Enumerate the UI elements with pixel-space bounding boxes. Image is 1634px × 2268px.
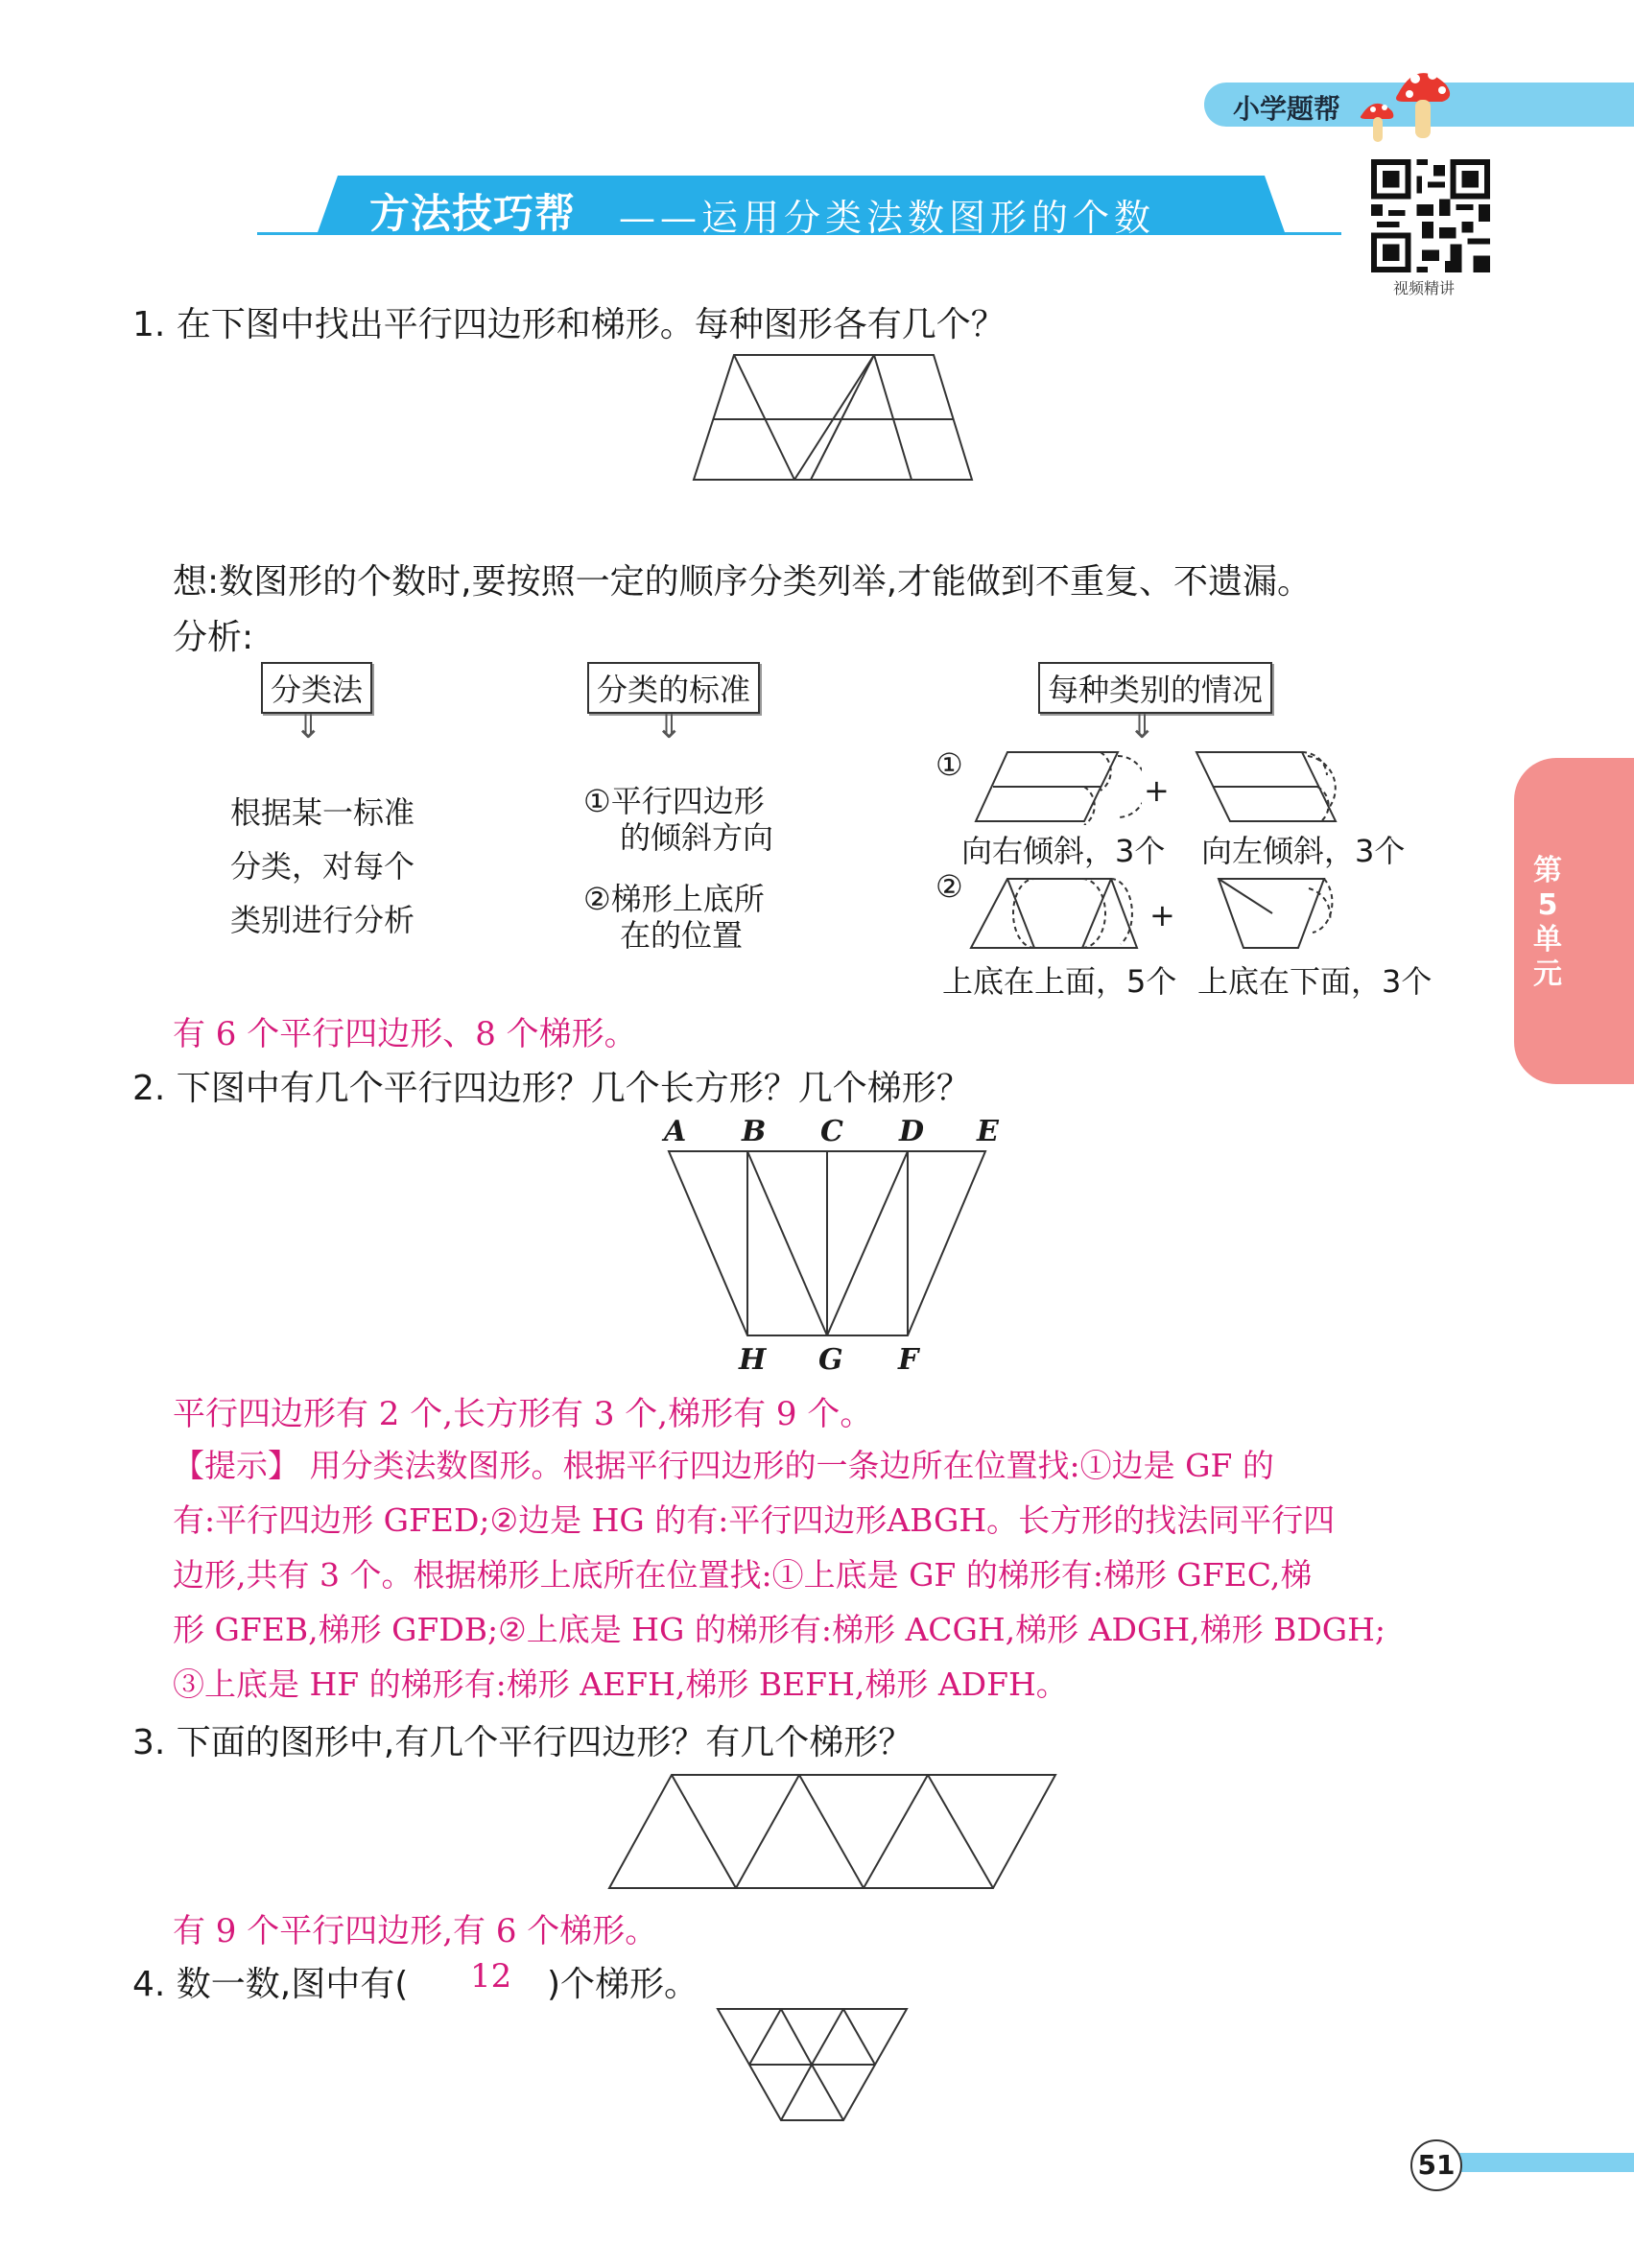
question-2-text: 2. 下图中有几个平行四边形？几个长方形？几个梯形？ — [132, 1069, 971, 1108]
right-tilt-parallelogram-figure — [974, 748, 1142, 825]
left-tilt-parallelogram-figure — [1195, 748, 1358, 825]
question-2-figure — [662, 1147, 998, 1339]
page-number: 51 — [1410, 2139, 1462, 2191]
qr-code-icon[interactable] — [1370, 159, 1491, 272]
standard-line-1: ①平行四边形 — [583, 783, 765, 819]
question-1-text: 1. 在下图中找出平行四边形和梯形。每种图形各有几个？ — [132, 305, 1006, 344]
unit-label: 第5单元 — [1533, 854, 1562, 991]
vertex-label-d: D — [899, 1115, 925, 1148]
method-line-2: 分类，对每个 — [230, 848, 415, 885]
caption-left-tilt: 向左倾斜，3个 — [1201, 833, 1406, 869]
vertex-label-g: G — [818, 1343, 843, 1377]
category-cases-box: 每种类别的情况 — [1038, 662, 1272, 714]
down-arrow-icon: ⇓ — [295, 708, 322, 746]
banner-subtitle: ——运用分类法数图形的个数 — [619, 197, 1156, 239]
hint-line-2: 有:平行四边形 GFED;②边是 HG 的有:平行四边形ABGH。长方形的找法同平行四 — [173, 1501, 1336, 1539]
question-4-answer: 12 — [470, 1957, 512, 1996]
caption-right-tilt: 向右倾斜，3个 — [961, 833, 1166, 869]
question-3-figure — [604, 1771, 1065, 1892]
question-3-answer: 有 9 个平行四边形,有 6 个梯形。 — [173, 1912, 658, 1950]
caption-base-bottom: 上底在下面，3个 — [1197, 963, 1433, 1000]
case-2-mark: ② — [935, 868, 963, 905]
method-line-3: 类别进行分析 — [230, 902, 415, 938]
vertex-label-e: E — [977, 1115, 999, 1148]
question-4-text-after: )个梯形。 — [547, 1965, 699, 2004]
vertex-label-h: H — [739, 1343, 767, 1377]
question-3-text: 3. 下面的图形中,有几个平行四边形？有几个梯形？ — [132, 1723, 913, 1762]
classify-method-box: 分类法 — [261, 662, 372, 714]
question-1-think: 想:数图形的个数时,要按照一定的顺序分类列举,才能做到不重复、不遗漏。 — [173, 562, 1313, 602]
hint-line-1: 【提示】 用分类法数图形。根据平行四边形的一条边所在位置找:①边是 GF 的 — [173, 1447, 1274, 1484]
banner-title: 方法技巧帮 — [369, 190, 577, 237]
plus-sign: + — [1149, 897, 1175, 933]
down-arrow-icon: ⇓ — [655, 708, 683, 746]
down-arrow-icon: ⇓ — [1128, 708, 1156, 746]
question-4-figure — [715, 2005, 912, 2126]
standard-line-3: ②梯形上底所 — [583, 881, 765, 917]
question-1-figure — [686, 350, 979, 484]
base-top-trapezoid-figure — [969, 875, 1147, 952]
vertex-label-f: F — [898, 1343, 919, 1377]
hint-line-5: ③上底是 HF 的梯形有:梯形 AEFH,梯形 BEFH,梯形 ADFH。 — [173, 1666, 1068, 1703]
vertex-label-a: A — [664, 1115, 687, 1148]
mushroom-icon — [1348, 56, 1463, 152]
classify-standard-box: 分类的标准 — [587, 662, 760, 714]
question-2-answer: 平行四边形有 2 个,长方形有 3 个,梯形有 9 个。 — [173, 1395, 873, 1433]
hint-line-4: 形 GFEB,梯形 GFDB;②上底是 HG 的梯形有:梯形 ACGH,梯形 ADGH,梯形 BDGH; — [173, 1611, 1386, 1648]
vertex-label-c: C — [820, 1115, 843, 1148]
qr-caption: 视频精讲 — [1393, 279, 1456, 297]
question-1-answer: 有 6 个平行四边形、8 个梯形。 — [173, 1015, 637, 1053]
question-4-text-before: 4. 数一数,图中有( — [132, 1965, 409, 2004]
standard-line-2: 的倾斜方向 — [620, 819, 774, 856]
plus-sign: + — [1144, 772, 1170, 809]
case-1-mark: ① — [935, 746, 963, 783]
brand-name: 小学题帮 — [1233, 93, 1341, 125]
caption-base-top: 上底在上面，5个 — [942, 963, 1177, 1000]
page-number-bar — [1439, 2153, 1634, 2172]
hint-line-3: 边形,共有 3 个。根据梯形上底所在位置找:①上底是 GF 的梯形有:梯形 GFEC,梯 — [173, 1556, 1313, 1594]
method-line-1: 根据某一标准 — [230, 794, 415, 831]
vertex-label-b: B — [742, 1115, 767, 1148]
analysis-label: 分析: — [173, 618, 254, 657]
standard-line-4: 在的位置 — [620, 917, 744, 954]
base-bottom-trapezoid-figure — [1217, 875, 1341, 952]
